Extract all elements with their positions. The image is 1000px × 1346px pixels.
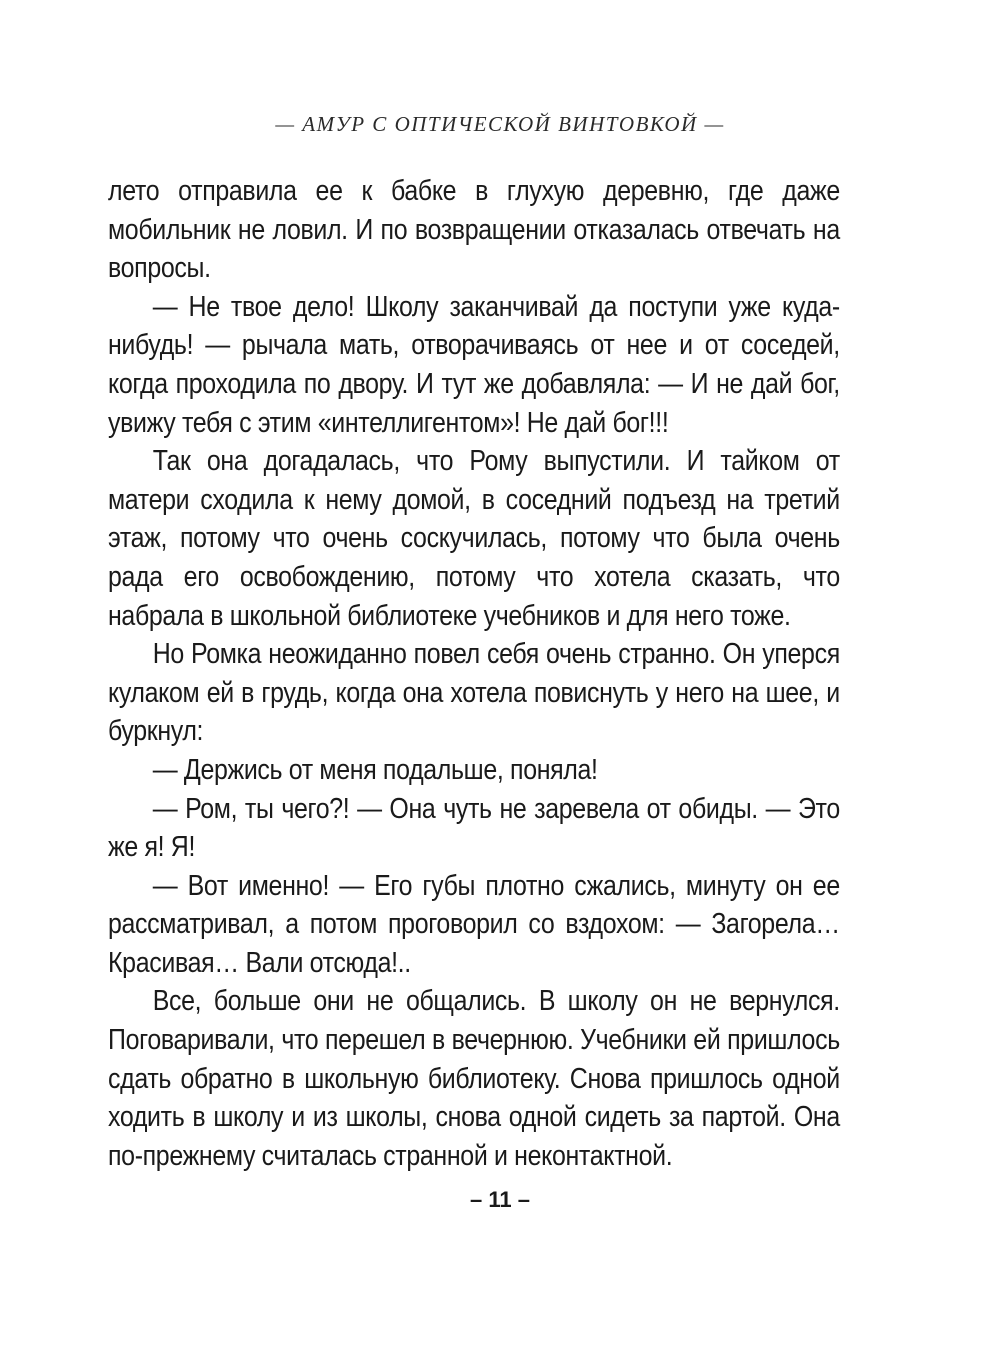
paragraph: Так она догадалась, что Рому выпустили. И тайком от матери сходила к нему домой, в соседний подъезд на третий этаж, потому что очень соскучилась, потому что была очень рада его освобождению, потому что хотела сказать, что набрала в школьной библиотеке учебников и для него тоже. <box>108 445 840 632</box>
paragraph: Все, больше они не общались. В школу он не вернулся. Поговаривали, что перешел в вечернюю. Учебники ей пришлось сдать обратно в школьную библиотеку. Снова пришлось одной ходить в школу и из школы, снова одной сидеть за партой. Она по-прежнему считалась странной и неконтактной. <box>108 985 840 1172</box>
paragraph: — Вот именно! — Его губы плотно сжались, минуту он ее рассматривал, а потом проговорил со вздохом: — Загорела… Красивая… Вали отсюда!.. <box>108 869 840 979</box>
page-number: – 11 – <box>470 1187 530 1212</box>
paragraph: — Ром, ты чего?! — Она чуть не заревела от обиды. — Это же я! Я! <box>108 792 840 864</box>
running-head: — АМУР С ОПТИЧЕСКОЙ ВИНТОВКОЙ — <box>275 112 725 136</box>
paragraph: — Держись от меня подальше, поняла! <box>152 753 598 786</box>
paragraph: — Не твое дело! Школу заканчивай да поступи уже куда-нибудь! — рычала мать, отворачиваясь от нее и от соседей, когда проходила по двору. И тут же добавляла: — И не дай бог, увижу тебя с этим «интеллигентом»! Не дай бог!!! <box>108 290 840 439</box>
body-text <box>108 172 840 1175</box>
paragraph: Но Ромка неожиданно повел себя очень странно. Он уперся кулаком ей в грудь, когда она хотела повиснуть у него на шее, и буркнул: <box>108 638 840 748</box>
paragraph: лето отправила ее к бабке в глухую деревню, где даже мобильник не ловил. И по возвращении отказалась отвечать на вопросы. <box>108 175 840 285</box>
